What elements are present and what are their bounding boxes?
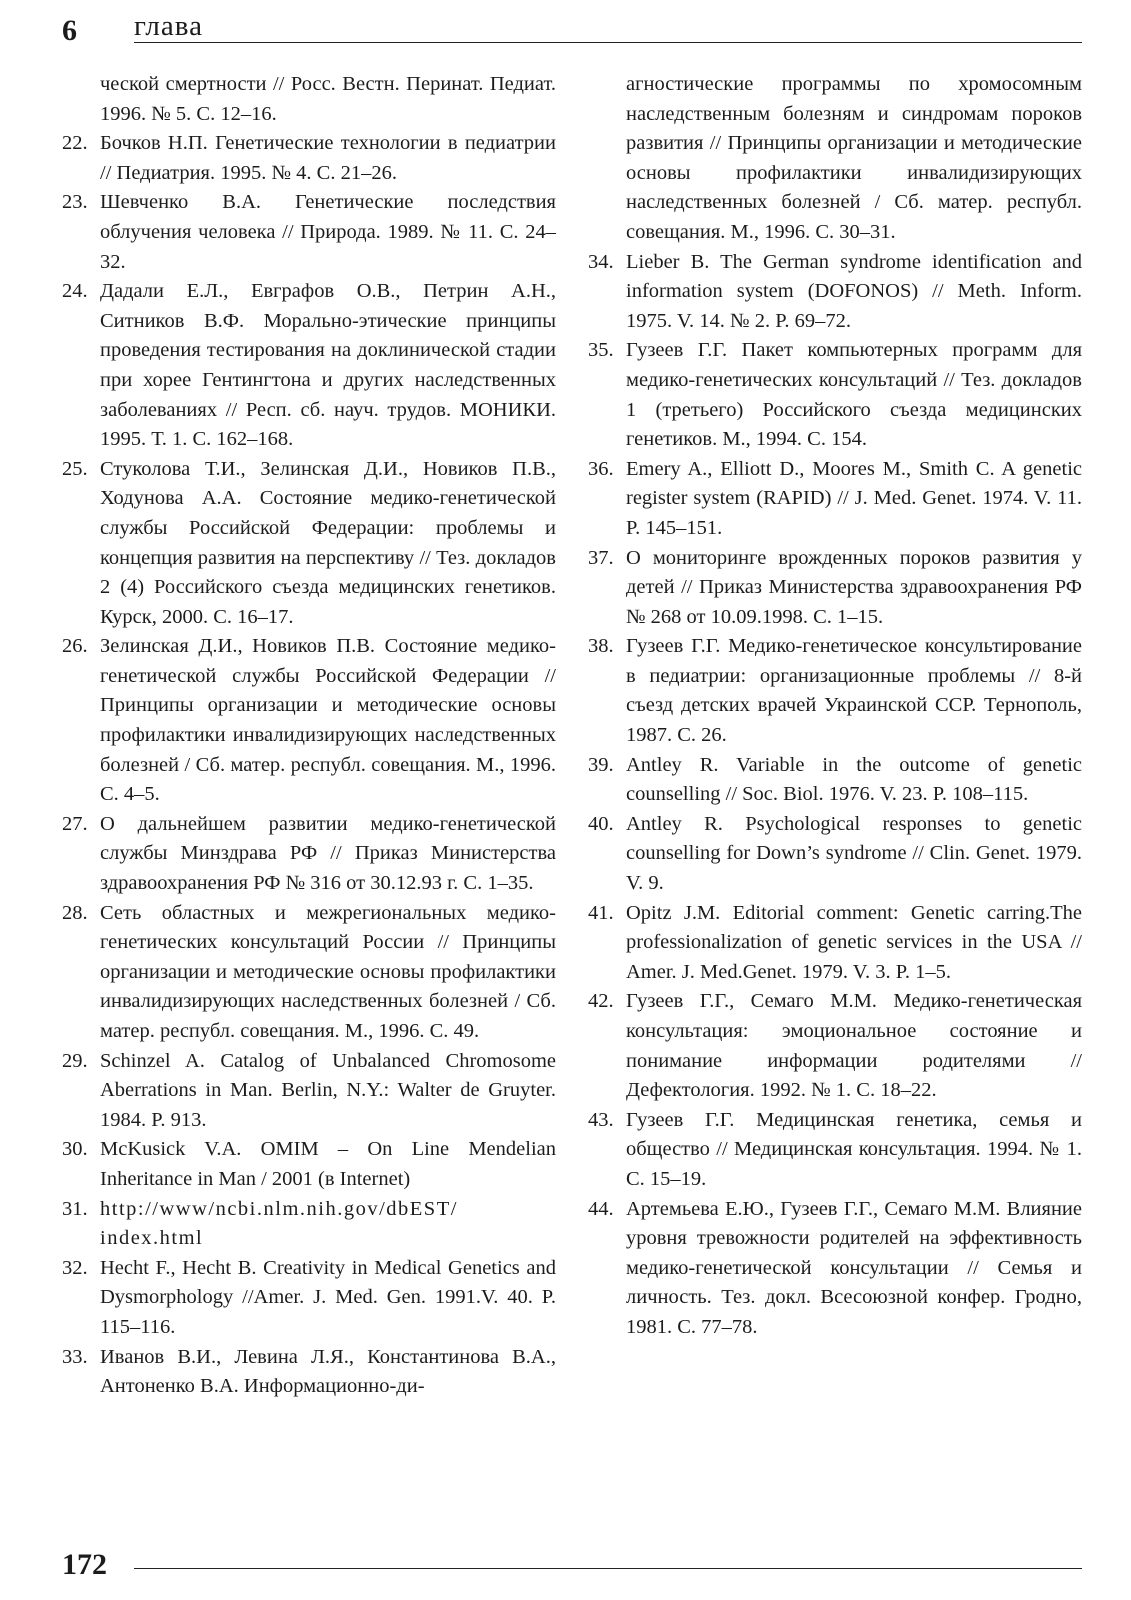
- reference-text: Шевченко В.А. Генетические последствия облучения человека // Природа. 1989. № 11. С. 24–32.: [100, 191, 556, 273]
- reference-32: [62, 1254, 556, 1343]
- reference-29: [62, 1047, 556, 1136]
- reference-25: [62, 455, 556, 633]
- reference-number: 24.: [62, 280, 88, 303]
- reference-text: Hecht F., Hecht B. Creativity in Medical Genetics and Dysmorphology //Amer. J. Med. Gen. 1991.V. 40. P. 115–116.: [100, 1256, 556, 1338]
- reference-number: 39.: [588, 753, 614, 776]
- reference-number: 29.: [62, 1049, 88, 1072]
- footer-rule: [134, 1568, 1082, 1569]
- reference-text: Emery A., Elliott D., Moores M., Smith C. A genetic register system (RAPID) // J. Med. Genet. 1974. V. 11. P. 145–151.: [626, 457, 1082, 539]
- reference-33: [62, 1343, 556, 1402]
- reference-text: Opitz J.M. Editorial comment: Genetic carring.The professionalization of genetic services in the USA // Amer. J. Med.Genet. 1979. V. 3. P. 1–5.: [626, 901, 1082, 983]
- reference-40: [588, 810, 1082, 899]
- reference-number: 33.: [62, 1345, 88, 1368]
- reference-26: [62, 632, 556, 810]
- reference-number: 32.: [62, 1256, 88, 1279]
- right-column: [588, 70, 1082, 1343]
- reference-continuation: агностические программы по хромосомным наследственным болезням и синдромам пороков развития // Принципы организации и методические основы профилактики инвалидизирующих наследственных болезней / Сб. матер. республ. совещания. М., 1996. С. 30–31.: [626, 73, 1082, 243]
- reference-34: [588, 248, 1082, 337]
- reference-number: 22.: [62, 132, 88, 155]
- reference-28: [62, 899, 556, 1047]
- reference-42: [588, 987, 1082, 1105]
- reference-text: Antley R. Psychological responses to genetic counselling for Down’s syndrome // Clin. Genet. 1979. V. 9.: [626, 812, 1082, 895]
- reference-text: Зелинская Д.И., Новиков П.В. Состояние медико-генетической службы Российской Федерации // Принципы организации и методические основы профилактики инвалидизирующих наследственных болезней / Сб. матер. республ. совещания. М., 1996. С. 4–5.: [100, 635, 556, 806]
- reference-number: 31.: [62, 1197, 88, 1220]
- reference-number: 27.: [62, 812, 88, 835]
- reference-number: 43.: [588, 1108, 614, 1131]
- reference-text: McKusick V.A. OMIM – On Line Mendelian Inheritance in Man / 2001 (в Internet): [100, 1138, 556, 1190]
- reference-text: Antley R. Variable in the outcome of genetic counselling // Soc. Biol. 1976. V. 23. P. 108–115.: [626, 753, 1082, 806]
- reference-number: 26.: [62, 635, 88, 658]
- reference-number: 35.: [588, 339, 614, 362]
- reference-text: Дадали Е.Л., Евграфов О.В., Петрин А.Н., Ситников В.Ф. Морально-этические принципы проведения тестирования на доклинической стадии при хорее Гентингтона и других наследственных заболеваниях // Респ. сб. науч. трудов. МОНИКИ. 1995. Т. 1. С. 162–168.: [100, 280, 556, 451]
- reference-number: 28.: [62, 901, 88, 924]
- reference-text: Гузеев Г.Г. Пакет компьютерных программ для медико-генетических консультаций // Тез. докладов 1 (третьего) Российского съезда медицинских генетиков. М., 1994. С. 154.: [626, 339, 1082, 451]
- reference-continuation: ческой смертности // Росс. Вестн. Перинат. Педиат. 1996. № 5. С. 12–16.: [100, 73, 556, 125]
- reference-number: 38.: [588, 635, 614, 658]
- reference-37: [588, 544, 1082, 633]
- reference-text: О мониторинге врожденных пороков развития у детей // Приказ Министерства здравоохранения РФ № 268 от 10.09.1998. С. 1–15.: [626, 546, 1082, 628]
- reference-number: 44.: [588, 1197, 614, 1220]
- reference-22: [62, 129, 556, 188]
- left-column: [62, 70, 556, 1402]
- reference-41: [588, 899, 1082, 988]
- page-footer: [62, 1550, 1082, 1590]
- reference-text: О дальнейшем развитии медико-генетической службы Минздрава РФ // Приказ Министерства здравоохранения РФ № 316 от 30.12.93 г. С. 1–35.: [100, 812, 556, 895]
- reference-text: Гузеев Г.Г., Семаго М.М. Медико-генетическая консультация: эмоциональное состояние и понимание информации родителями // Дефектология. 1992. № 1. С. 18–22.: [626, 990, 1082, 1102]
- page-header: [62, 8, 1082, 47]
- reference-text: Schinzel A. Catalog of Unbalanced Chromosome Aberrations in Man. Berlin, N.Y.: Walter de Gruyter. 1984. P. 913.: [100, 1049, 556, 1131]
- reference-url: http://www/ncbi.nlm.nih.gov/dbEST/ index.html: [100, 1197, 458, 1250]
- reference-number: 40.: [588, 812, 614, 835]
- reference-27: [62, 810, 556, 899]
- reference-text: Бочков Н.П. Генетические технологии в педиатрии // Педиатрия. 1995. № 4. С. 21–26.: [100, 132, 556, 184]
- reference-23: [62, 188, 556, 277]
- reference-text: Иванов В.И., Левина Л.Я., Константинова В.А., Антоненко В.А. Информационно-ди-: [100, 1345, 556, 1398]
- reference-number: 30.: [62, 1138, 88, 1161]
- reference-text: Гузеев Г.Г. Медико-генетическое консультирование в педиатрии: организационные проблемы // 8-й съезд детских врачей Украинской ССР. Тернополь, 1987. С. 26.: [626, 635, 1082, 747]
- reference-43: [588, 1106, 1082, 1195]
- header-rule: [134, 42, 1082, 43]
- reference-44: [588, 1195, 1082, 1343]
- reference-number: 34.: [588, 250, 614, 273]
- chapter-number: 6: [62, 14, 77, 47]
- reference-36: [588, 455, 1082, 544]
- reference-text: Сеть областных и межрегиональных медико-генетических консультаций России // Принципы организации и методические основы профилактики инвалидизирующих наследственных болезней / Сб. матер. республ. совещания. М., 1996. С. 49.: [100, 901, 556, 1042]
- page-number: 172: [62, 1548, 107, 1581]
- reference-text: Стуколова Т.И., Зелинская Д.И., Новиков П.В., Ходунова А.А. Состояние медико-генетической службы Российской Федерации: проблемы и концепция развития на перспективу // Тез. докладов 2 (4) Российского съезда медицинских генетиков. Курск, 2000. С. 16–17.: [100, 457, 556, 628]
- reference-text: Гузеев Г.Г. Медицинская генетика, семья и общество // Медицинская консультация. 1994. № 1. С. 15–19.: [626, 1108, 1082, 1190]
- reference-35: [588, 336, 1082, 454]
- reference-number: 23.: [62, 191, 88, 214]
- reference-number: 25.: [62, 457, 88, 480]
- reference-38: [588, 632, 1082, 750]
- reference-number: 41.: [588, 901, 614, 924]
- reference-text: Артемьева Е.Ю., Гузеев Г.Г., Семаго М.М. Влияние уровня тревожности родителей на эффективность медико-генетической консультации // Семья и личность. Тез. докл. Всесоюзной конфер. Гродно, 1981. С. 77–78.: [626, 1197, 1082, 1338]
- reference-number: 42.: [588, 990, 614, 1013]
- reference-39: [588, 751, 1082, 810]
- reference-number: 37.: [588, 546, 614, 569]
- reference-number: 36.: [588, 457, 614, 480]
- reference-30: [62, 1135, 556, 1194]
- reference-24: [62, 277, 556, 455]
- reference-31: [62, 1195, 556, 1254]
- reference-text: Lieber B. The German syndrome identification and information system (DOFONOS) // Meth. Inform. 1975. V. 14. № 2. P. 69–72.: [626, 250, 1082, 332]
- chapter-label: глава: [134, 10, 203, 42]
